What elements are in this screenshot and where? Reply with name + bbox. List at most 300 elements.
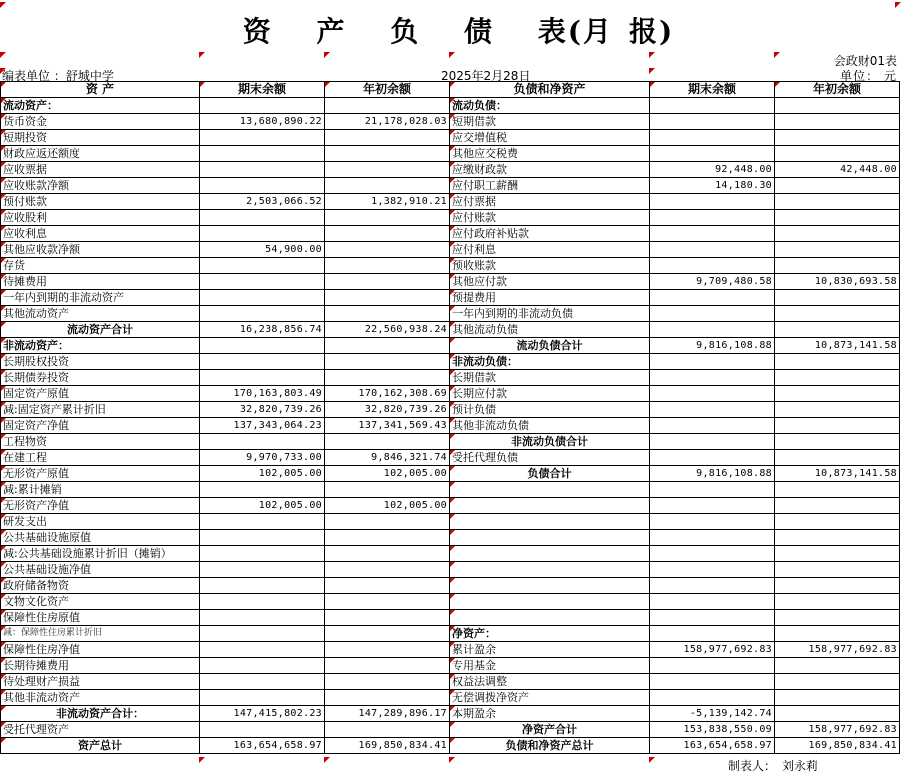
right-end-balance-cell [650, 546, 775, 562]
left-end-balance-cell [200, 594, 325, 610]
right-begin-balance-cell [775, 98, 900, 114]
table-row [1, 354, 900, 370]
left-item-cell: 长期股权投资 [1, 354, 200, 370]
left-item-cell: 长期待摊费用 [1, 658, 200, 674]
comment-marker [449, 52, 455, 58]
left-end-balance-cell [200, 722, 325, 738]
left-item-cell: 减:公共基础设施累计折旧（摊销） [1, 546, 200, 562]
right-end-balance-cell [650, 658, 775, 674]
right-item-cell [450, 610, 650, 626]
right-begin-balance-cell: 42,448.00 [775, 162, 900, 178]
right-item-cell: 长期借款 [450, 370, 650, 386]
right-end-balance-cell [650, 514, 775, 530]
comment-marker [774, 52, 780, 58]
right-end-balance-cell: 9,709,480.58 [650, 274, 775, 290]
left-end-balance-cell [200, 162, 325, 178]
right-item-cell: 其他应交税费 [450, 146, 650, 162]
left-end-balance-cell [200, 354, 325, 370]
left-end-balance-cell: 137,343,064.23 [200, 418, 325, 434]
left-item-cell: 其他应收款净额 [1, 242, 200, 258]
table-row [1, 290, 900, 306]
right-end-balance-cell [650, 610, 775, 626]
left-end-balance-cell [200, 674, 325, 690]
left-begin-balance-cell [325, 162, 450, 178]
table-row [1, 338, 900, 354]
left-item-cell: 其他非流动资产 [1, 690, 200, 706]
right-begin-balance-cell [775, 306, 900, 322]
right-item-cell: 负债和净资产总计 [450, 738, 650, 754]
left-begin-balance-cell [325, 98, 450, 114]
comment-marker [649, 757, 655, 763]
left-begin-balance-cell: 147,289,896.17 [325, 706, 450, 722]
right-item-cell: 长期应付款 [450, 386, 650, 402]
table-row [1, 258, 900, 274]
left-item-cell: 资产总计 [1, 738, 200, 754]
left-begin-balance-cell [325, 226, 450, 242]
left-begin-balance-cell: 21,178,028.03 [325, 114, 450, 130]
liability-end-balance-header: 期末余额 [650, 82, 775, 98]
table-row [1, 178, 900, 194]
right-item-cell: 非流动负债： [450, 354, 650, 370]
right-end-balance-cell [650, 322, 775, 338]
right-item-cell: 净资产合计 [450, 722, 650, 738]
right-item-cell [450, 530, 650, 546]
table-row [1, 226, 900, 242]
right-item-cell: 专用基金 [450, 658, 650, 674]
right-item-cell [450, 498, 650, 514]
table-row [1, 482, 900, 498]
table-row [1, 610, 900, 626]
right-end-balance-cell [650, 242, 775, 258]
left-item-cell: 流动资产： [1, 98, 200, 114]
right-end-balance-cell [650, 674, 775, 690]
form-code: 会政财01表 [833, 54, 897, 68]
right-item-cell: 受托代理负债 [450, 450, 650, 466]
left-begin-balance-cell [325, 354, 450, 370]
right-end-balance-cell [650, 114, 775, 130]
left-begin-balance-cell [325, 674, 450, 690]
left-end-balance-cell [200, 482, 325, 498]
right-begin-balance-cell [775, 594, 900, 610]
table-row [1, 722, 900, 738]
table-row [1, 546, 900, 562]
right-begin-balance-cell [775, 498, 900, 514]
left-begin-balance-cell: 137,341,569.43 [325, 418, 450, 434]
table-row [1, 706, 900, 722]
left-end-balance-cell [200, 690, 325, 706]
right-end-balance-cell [650, 226, 775, 242]
left-item-cell: 文物文化资产 [1, 594, 200, 610]
left-item-cell: 保障性住房净值 [1, 642, 200, 658]
left-end-balance-cell: 32,820,739.26 [200, 402, 325, 418]
right-end-balance-cell [650, 402, 775, 418]
right-end-balance-cell: 9,816,108.88 [650, 466, 775, 482]
table-row [1, 498, 900, 514]
right-begin-balance-cell [775, 114, 900, 130]
right-item-cell: 权益法调整 [450, 674, 650, 690]
right-begin-balance-cell: 10,873,141.58 [775, 466, 900, 482]
right-item-cell: 流动负债： [450, 98, 650, 114]
right-item-cell: 短期借款 [450, 114, 650, 130]
right-item-cell: 预提费用 [450, 290, 650, 306]
reporting-unit: 编表单位 ：舒城中学 [2, 69, 114, 83]
right-end-balance-cell [650, 130, 775, 146]
left-item-cell: 非流动资产合计： [1, 706, 200, 722]
asset-end-balance-header: 期末余额 [200, 82, 325, 98]
comment-marker [895, 2, 901, 8]
right-begin-balance-cell [775, 194, 900, 210]
left-begin-balance-cell [325, 562, 450, 578]
balance-sheet-table [0, 81, 900, 754]
left-item-cell: 待摊费用 [1, 274, 200, 290]
left-item-cell: 公共基础设施净值 [1, 562, 200, 578]
left-begin-balance-cell [325, 290, 450, 306]
left-begin-balance-cell [325, 434, 450, 450]
left-begin-balance-cell: 169,850,834.41 [325, 738, 450, 754]
right-begin-balance-cell: 10,830,693.58 [775, 274, 900, 290]
left-item-cell: 其他流动资产 [1, 306, 200, 322]
table-row [1, 98, 900, 114]
right-item-cell: 累计盈余 [450, 642, 650, 658]
left-item-cell: 无形资产原值 [1, 466, 200, 482]
table-row [1, 658, 900, 674]
left-begin-balance-cell: 32,820,739.26 [325, 402, 450, 418]
left-item-cell: 研发支出 [1, 514, 200, 530]
left-begin-balance-cell [325, 258, 450, 274]
left-end-balance-cell: 163,654,658.97 [200, 738, 325, 754]
right-end-balance-cell [650, 530, 775, 546]
left-end-balance-cell [200, 274, 325, 290]
left-begin-balance-cell [325, 626, 450, 642]
currency-unit: 单位： 元 [840, 69, 897, 83]
right-end-balance-cell [650, 146, 775, 162]
left-begin-balance-cell [325, 722, 450, 738]
right-end-balance-cell [650, 370, 775, 386]
right-item-cell: 应付账款 [450, 210, 650, 226]
right-item-cell: 负债合计 [450, 466, 650, 482]
left-end-balance-cell [200, 338, 325, 354]
left-end-balance-cell [200, 306, 325, 322]
table-row [1, 690, 900, 706]
right-item-cell [450, 594, 650, 610]
right-begin-balance-cell: 158,977,692.83 [775, 642, 900, 658]
table-row [1, 210, 900, 226]
right-begin-balance-cell [775, 242, 900, 258]
left-begin-balance-cell [325, 274, 450, 290]
right-begin-balance-cell [775, 610, 900, 626]
title-char: 报) [629, 15, 675, 48]
left-begin-balance-cell: 102,005.00 [325, 466, 450, 482]
right-end-balance-cell [650, 562, 775, 578]
right-item-cell: 预收账款 [450, 258, 650, 274]
left-begin-balance-cell [325, 130, 450, 146]
liability-begin-balance-header: 年初余额 [775, 82, 900, 98]
left-begin-balance-cell [325, 242, 450, 258]
right-begin-balance-cell [775, 258, 900, 274]
right-end-balance-cell [650, 482, 775, 498]
table-row [1, 738, 900, 754]
left-begin-balance-cell [325, 642, 450, 658]
comment-marker [0, 2, 6, 8]
right-end-balance-cell: 9,816,108.88 [650, 338, 775, 354]
left-item-cell: 受托代理资产 [1, 722, 200, 738]
left-end-balance-cell: 147,415,802.23 [200, 706, 325, 722]
title-char: 产 [316, 15, 347, 48]
left-begin-balance-cell [325, 690, 450, 706]
right-item-cell: 流动负债合计 [450, 338, 650, 354]
left-item-cell: 财政应返还额度 [1, 146, 200, 162]
left-begin-balance-cell [325, 514, 450, 530]
right-begin-balance-cell [775, 450, 900, 466]
left-item-cell: 公共基础设施原值 [1, 530, 200, 546]
right-item-cell [450, 482, 650, 498]
right-begin-balance-cell [775, 626, 900, 642]
right-end-balance-cell [650, 354, 775, 370]
right-begin-balance-cell [775, 658, 900, 674]
table-row [1, 466, 900, 482]
right-end-balance-cell [650, 290, 775, 306]
comment-marker [649, 68, 655, 74]
left-end-balance-cell: 13,680,890.22 [200, 114, 325, 130]
title-char: 资 [242, 15, 273, 48]
right-end-balance-cell [650, 194, 775, 210]
right-begin-balance-cell [775, 322, 900, 338]
table-row [1, 386, 900, 402]
left-begin-balance-cell: 102,005.00 [325, 498, 450, 514]
right-end-balance-cell [650, 258, 775, 274]
left-item-cell: 存货 [1, 258, 200, 274]
left-end-balance-cell [200, 178, 325, 194]
table-row [1, 418, 900, 434]
right-begin-balance-cell [775, 514, 900, 530]
right-end-balance-cell: 163,654,658.97 [650, 738, 775, 754]
right-end-balance-cell [650, 386, 775, 402]
table-row [1, 370, 900, 386]
left-end-balance-cell [200, 658, 325, 674]
right-item-cell: 应付职工薪酬 [450, 178, 650, 194]
table-row [1, 434, 900, 450]
left-begin-balance-cell [325, 546, 450, 562]
right-begin-balance-cell [775, 562, 900, 578]
left-begin-balance-cell [325, 306, 450, 322]
left-end-balance-cell: 102,005.00 [200, 466, 325, 482]
table-row [1, 578, 900, 594]
right-end-balance-cell [650, 418, 775, 434]
right-end-balance-cell [650, 434, 775, 450]
title-char: 负 [390, 15, 421, 48]
preparer-label: 制表人： [728, 759, 777, 773]
left-end-balance-cell [200, 210, 325, 226]
report-date: 2025年2月28日 [441, 69, 531, 83]
right-end-balance-cell [650, 626, 775, 642]
left-item-cell: 应收利息 [1, 226, 200, 242]
left-begin-balance-cell: 170,162,308.69 [325, 386, 450, 402]
right-item-cell: 净资产： [450, 626, 650, 642]
left-begin-balance-cell [325, 338, 450, 354]
left-end-balance-cell [200, 546, 325, 562]
table-row [1, 594, 900, 610]
title-char: 表(月 [537, 15, 614, 48]
right-begin-balance-cell [775, 434, 900, 450]
header-row [1, 82, 900, 98]
right-begin-balance-cell [775, 290, 900, 306]
right-begin-balance-cell [775, 386, 900, 402]
left-begin-balance-cell [325, 530, 450, 546]
left-item-cell: 预付账款 [1, 194, 200, 210]
left-end-balance-cell [200, 514, 325, 530]
left-end-balance-cell [200, 226, 325, 242]
comment-marker [449, 757, 455, 763]
preparer-name: 刘永莉 [782, 759, 819, 773]
right-begin-balance-cell: 158,977,692.83 [775, 722, 900, 738]
left-end-balance-cell [200, 146, 325, 162]
right-begin-balance-cell [775, 546, 900, 562]
comment-marker [324, 52, 330, 58]
left-item-cell: 流动资产合计 [1, 322, 200, 338]
left-begin-balance-cell [325, 146, 450, 162]
table-row [1, 674, 900, 690]
right-item-cell: 本期盈余 [450, 706, 650, 722]
left-end-balance-cell [200, 434, 325, 450]
left-item-cell: 短期投资 [1, 130, 200, 146]
right-begin-balance-cell [775, 402, 900, 418]
asset-begin-balance-header: 年初余额 [325, 82, 450, 98]
right-end-balance-cell [650, 594, 775, 610]
right-begin-balance-cell: 10,873,141.58 [775, 338, 900, 354]
right-end-balance-cell [650, 498, 775, 514]
left-end-balance-cell [200, 258, 325, 274]
left-begin-balance-cell: 9,846,321.74 [325, 450, 450, 466]
comment-marker [324, 757, 330, 763]
right-end-balance-cell [650, 306, 775, 322]
right-item-cell: 其他流动负债 [450, 322, 650, 338]
left-end-balance-cell [200, 642, 325, 658]
right-end-balance-cell: 14,180.30 [650, 178, 775, 194]
left-item-cell: 应收账款净额 [1, 178, 200, 194]
right-begin-balance-cell [775, 578, 900, 594]
right-item-cell [450, 514, 650, 530]
right-begin-balance-cell [775, 146, 900, 162]
left-item-cell: 无形资产净值 [1, 498, 200, 514]
asset-column-header: 资 产 [1, 82, 200, 98]
left-end-balance-cell [200, 98, 325, 114]
report-title [0, 10, 901, 50]
right-end-balance-cell [650, 450, 775, 466]
right-end-balance-cell: 92,448.00 [650, 162, 775, 178]
left-item-cell: 应收股利 [1, 210, 200, 226]
left-end-balance-cell [200, 530, 325, 546]
right-begin-balance-cell [775, 690, 900, 706]
left-item-cell: 在建工程 [1, 450, 200, 466]
left-begin-balance-cell [325, 594, 450, 610]
right-begin-balance-cell [775, 226, 900, 242]
right-begin-balance-cell [775, 354, 900, 370]
table-row [1, 322, 900, 338]
right-end-balance-cell: -5,139,142.74 [650, 706, 775, 722]
right-begin-balance-cell [775, 706, 900, 722]
right-item-cell: 预计负债 [450, 402, 650, 418]
table-row [1, 306, 900, 322]
table-row [1, 146, 900, 162]
table-row [1, 562, 900, 578]
right-begin-balance-cell [775, 674, 900, 690]
left-item-cell: 减：保障性住房累计折旧 [1, 626, 200, 642]
right-begin-balance-cell [775, 370, 900, 386]
left-item-cell: 固定资产原值 [1, 386, 200, 402]
left-begin-balance-cell [325, 610, 450, 626]
left-begin-balance-cell [325, 658, 450, 674]
title-char: 债 [464, 15, 495, 48]
left-begin-balance-cell [325, 482, 450, 498]
table-row [1, 530, 900, 546]
right-item-cell: 应交增值税 [450, 130, 650, 146]
left-item-cell: 待处理财产损益 [1, 674, 200, 690]
preparer [722, 757, 818, 774]
left-begin-balance-cell [325, 210, 450, 226]
right-item-cell: 其他应付款 [450, 274, 650, 290]
right-item-cell: 其他非流动负债 [450, 418, 650, 434]
right-end-balance-cell [650, 690, 775, 706]
table-row [1, 114, 900, 130]
table-row [1, 514, 900, 530]
left-end-balance-cell: 16,238,856.74 [200, 322, 325, 338]
right-item-cell [450, 562, 650, 578]
right-item-cell: 应缴财政款 [450, 162, 650, 178]
left-item-cell: 保障性住房原值 [1, 610, 200, 626]
right-begin-balance-cell [775, 178, 900, 194]
right-end-balance-cell [650, 210, 775, 226]
right-begin-balance-cell [775, 530, 900, 546]
right-begin-balance-cell: 169,850,834.41 [775, 738, 900, 754]
left-end-balance-cell [200, 290, 325, 306]
left-begin-balance-cell [325, 178, 450, 194]
comment-marker [199, 52, 205, 58]
left-item-cell: 减:累计摊销 [1, 482, 200, 498]
left-end-balance-cell: 2,503,066.52 [200, 194, 325, 210]
left-end-balance-cell [200, 370, 325, 386]
table-row [1, 402, 900, 418]
table-row [1, 162, 900, 178]
left-item-cell: 一年内到期的非流动资产 [1, 290, 200, 306]
left-item-cell: 货币资金 [1, 114, 200, 130]
right-item-cell: 非流动负债合计 [450, 434, 650, 450]
right-item-cell [450, 578, 650, 594]
left-item-cell: 长期债券投资 [1, 370, 200, 386]
left-item-cell: 固定资产净值 [1, 418, 200, 434]
right-begin-balance-cell [775, 418, 900, 434]
left-item-cell: 政府储备物资 [1, 578, 200, 594]
left-end-balance-cell: 9,970,733.00 [200, 450, 325, 466]
table-row [1, 194, 900, 210]
right-item-cell: 应付利息 [450, 242, 650, 258]
table-row [1, 626, 900, 642]
left-begin-balance-cell [325, 578, 450, 594]
right-item-cell: 应付票据 [450, 194, 650, 210]
table-row [1, 274, 900, 290]
right-item-cell [450, 546, 650, 562]
left-end-balance-cell [200, 578, 325, 594]
right-end-balance-cell [650, 98, 775, 114]
left-item-cell: 工程物资 [1, 434, 200, 450]
left-end-balance-cell: 170,163,803.49 [200, 386, 325, 402]
left-item-cell: 非流动资产： [1, 338, 200, 354]
table-row [1, 450, 900, 466]
comment-marker [199, 757, 205, 763]
left-begin-balance-cell [325, 370, 450, 386]
right-end-balance-cell: 153,838,550.09 [650, 722, 775, 738]
left-end-balance-cell: 102,005.00 [200, 498, 325, 514]
right-item-cell: 无偿调拨净资产 [450, 690, 650, 706]
